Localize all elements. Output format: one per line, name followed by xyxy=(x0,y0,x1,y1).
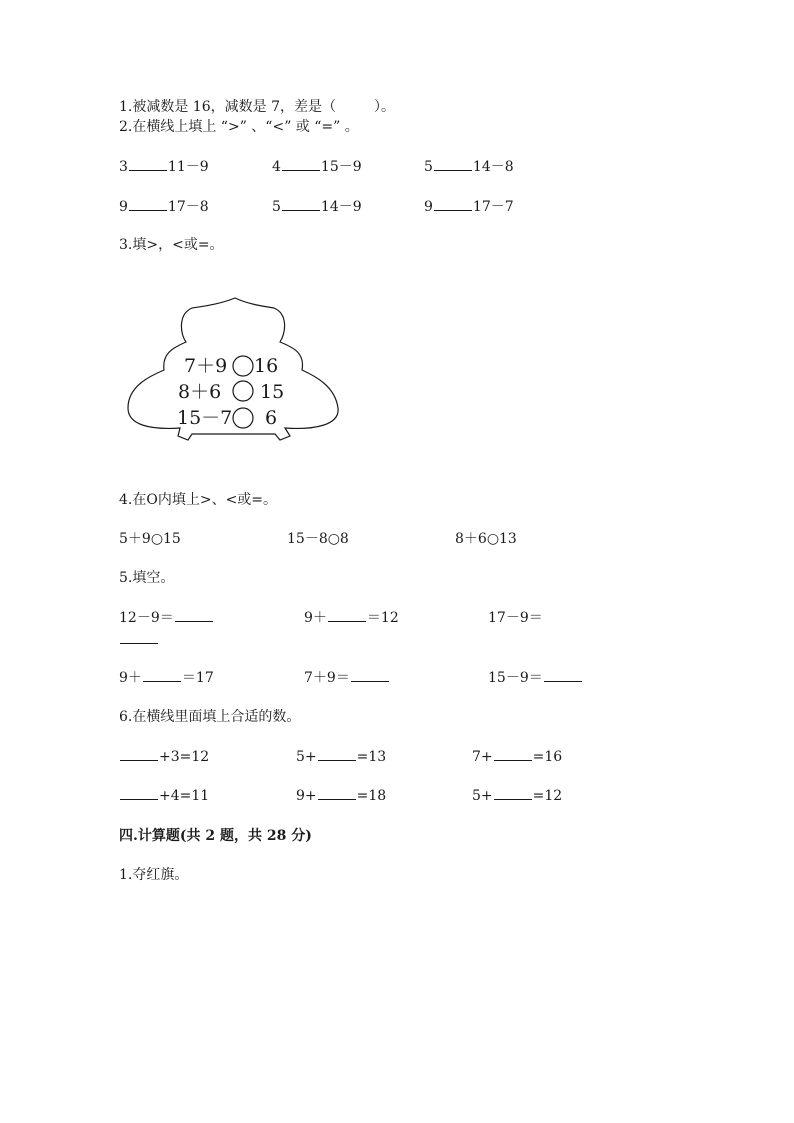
fill-blank[interactable] xyxy=(120,787,158,800)
question-1-end: ）。 xyxy=(373,99,395,115)
fill-item: 5+ =12 xyxy=(472,788,563,804)
fill-blank[interactable] xyxy=(494,787,532,800)
question-4-title: 4.在O内填上>、<或=。 xyxy=(119,492,278,508)
compare-item: 3 11－9 xyxy=(119,159,209,175)
tree-figure xyxy=(120,290,350,450)
fill-blank[interactable] xyxy=(175,609,213,622)
tree-line-2-right: 15 xyxy=(260,381,285,403)
tree-line-3-left: 15－7 xyxy=(177,407,233,429)
question-6-title: 6.在横线里面填上合适的数。 xyxy=(119,709,301,725)
tree-line-2-left: 8＋6 xyxy=(178,381,222,403)
fill-blank[interactable] xyxy=(120,631,158,644)
compare-blank[interactable] xyxy=(129,198,167,211)
fill-item: 9＋ ＝17 xyxy=(119,670,214,686)
tree-line-3-right: 6 xyxy=(265,407,278,429)
tree-circle[interactable] xyxy=(233,381,253,401)
fill-blank[interactable] xyxy=(318,748,356,761)
fill-item: 7＋9＝ xyxy=(304,669,390,687)
fill-blank[interactable] xyxy=(143,669,181,682)
fill-blank[interactable] xyxy=(494,748,532,761)
tree-circle[interactable] xyxy=(233,408,253,428)
question-2-title: 2.在横线上填上 “>” 、“<” 或 “=” 。 xyxy=(119,119,359,135)
fill-blank[interactable] xyxy=(120,748,158,761)
compare-item: 5 14－9 xyxy=(272,199,362,215)
compare-item: 9 17－7 xyxy=(424,199,514,215)
tree-line-1-right: 16 xyxy=(254,355,279,377)
fill-blank[interactable] xyxy=(318,787,356,800)
circle-compare-item: 15－8○8 xyxy=(287,531,349,547)
compare-blank[interactable] xyxy=(434,198,472,211)
fill-item: 17－9＝ xyxy=(488,610,543,626)
tree-line-1-left: 7＋9 xyxy=(184,355,228,377)
question-1-text: 1.被减数是 16，减数是 7，差是（ xyxy=(119,99,336,115)
fill-item: +4=11 xyxy=(119,787,209,805)
fill-item: 12－9＝ xyxy=(119,609,214,627)
fill-blank[interactable] xyxy=(544,669,582,682)
fill-item: 9＋ ＝12 xyxy=(304,610,399,626)
fill-blank[interactable] xyxy=(351,669,389,682)
circle-compare-item: 5＋9○15 xyxy=(119,531,181,547)
tree-circle[interactable] xyxy=(233,356,253,376)
fill-item: 5+ =13 xyxy=(296,749,387,765)
fill-item: 9+ =18 xyxy=(296,788,387,804)
fill-item: 15－9＝ xyxy=(488,669,583,687)
circle-compare-item: 8＋6○13 xyxy=(455,531,517,547)
compare-blank[interactable] xyxy=(129,158,167,171)
compare-item: 9 17－8 xyxy=(119,199,209,215)
fill-item: +3=12 xyxy=(119,748,209,766)
compare-blank[interactable] xyxy=(434,158,472,171)
compare-item: 4 15－9 xyxy=(272,159,362,175)
fill-item-wrap xyxy=(119,631,159,649)
fill-item: 7+ =16 xyxy=(472,749,563,765)
fill-blank[interactable] xyxy=(328,609,366,622)
question-1 xyxy=(119,98,395,116)
section-4-heading: 四.计算题(共 2 题，共 28 分) xyxy=(119,828,312,844)
compare-blank[interactable] xyxy=(282,198,320,211)
compare-item: 5 14－8 xyxy=(424,159,514,175)
question-3-title: 3.填>，<或=。 xyxy=(119,237,224,253)
compare-blank[interactable] xyxy=(282,158,320,171)
section-4-question-1: 1.夺红旗。 xyxy=(119,867,189,883)
question-5-title: 5.填空。 xyxy=(119,570,175,586)
